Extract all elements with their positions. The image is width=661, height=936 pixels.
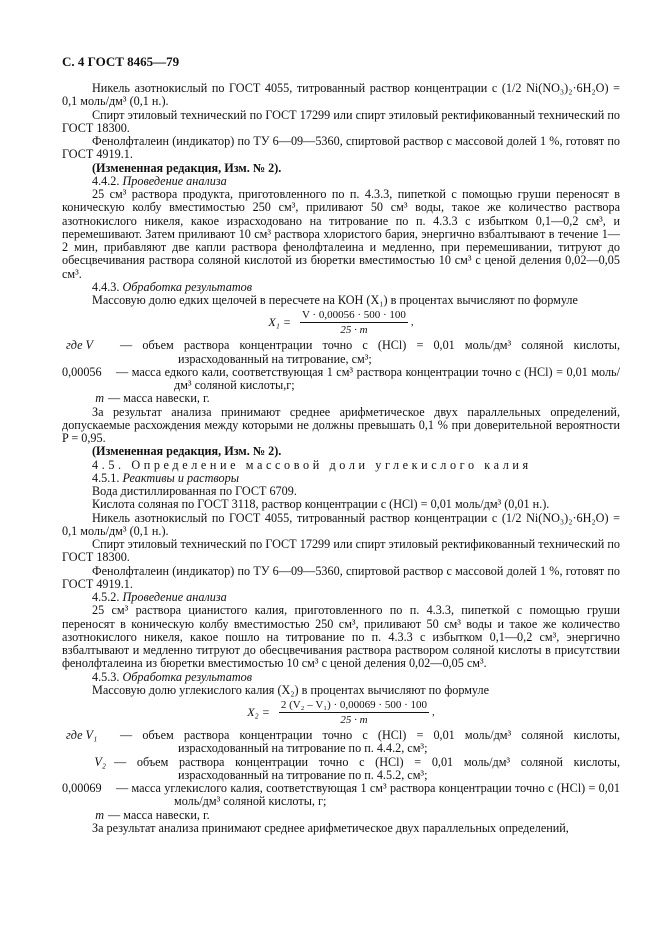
paragraph: Массовую долю едких щелочей в пересчете на КОН (X₁) в процентах вычисляют по формуле: [92, 293, 578, 307]
definition-term: m: [95, 807, 104, 822]
section-heading: [62, 281, 620, 294]
paragraph: 25 см³ раствора продукта, приготовленного по п. 4.3.3, пипеткой с помощью груши переносят в коническую колбу вместимостью 250 см³, приливают 50 см³ воды, такое же количество раствора азотнокислого никеля, какое израсходовано на титрование по п. 4.3.3 с избытком 0,1—0,2 см³, и перемешивают. Затем приливают 10 см³ раствора хлористого бария, энергично взбалтывают в течение 1—2 мин, прибавляют две капли раствора фенолфталеина и медленно, при перемешивании, титруют до обесцвечивания раствора соляной кислотой из бюретки вместимостью 10 см³ с ценой деления 0,02—0,05 см³.: [62, 187, 620, 281]
section-heading: [62, 671, 620, 684]
paragraph: Никель азотнокислый по ГОСТ 4055, титрованный раствор концентрации c (1/2 Ni(NO₃)₂·6H₂O) = 0,1 моль/дм³ (0,1 н.).: [62, 510, 620, 538]
amendment-note: (Измененная редакция, Изм. № 2).: [92, 160, 282, 175]
definition-text: — масса едкого кали, соответствующая 1 см³ раствора концентрации точно c (HCl) = 0,01 моль/дм³ соляной кислоты,г;: [116, 364, 620, 392]
definition-item: [62, 366, 620, 393]
definition-text: — масса навески, г.: [108, 807, 210, 822]
section-title: Реактивы и растворы: [122, 470, 239, 485]
document-body: [62, 80, 620, 835]
formula-numerator: 2 (V₂ – V₁) · 0,00069 · 500 · 100: [280, 699, 428, 711]
section-heading: 4.5. Определение массовой доли углекислого калия: [92, 457, 532, 472]
paragraph: 25 см³ раствора цианистого калия, приготовленного по п. 4.3.3, пипеткой с помощью груши переносят в коническую колбу вместимостью 250 см³, приливают 50 см³ воды и такое же количество азотнокислого никеля, какое пошло на титрование по п. 4.3.3 с избытком 0,1—0,2 см³, энергично взбалтывают и медленно титруют до обесцвечивания раствора раствором соляной кислоты в присутствии фенолфталеина из бюретки вместимостью 10 см³ с ценой деления 0,02—0,05 см³.: [62, 603, 620, 671]
formula-denominator: 25 · m: [340, 324, 368, 337]
definition-item: [62, 809, 620, 822]
section-number: 4.5.2.: [92, 590, 120, 604]
definition-item: [62, 339, 620, 366]
definition-term: где V: [66, 338, 93, 353]
page-header: С. 4 ГОСТ 8465—79: [62, 54, 180, 69]
paragraph: Массовую долю углекислого калия (X₂) в процентах вычисляют по формуле: [92, 682, 489, 697]
definition-text: — объем раствора концентрации точно c (HCl) = 0,01 моль/дм³ соляной кислоты, израсходованный на титрование по п. 4.5.2, см³;: [114, 754, 620, 782]
definition-text: — масса углекислого калия, соответствующая 1 см³ раствора концентрации точно c (HCl) = 0,01 моль/дм³ соляной кислоты, г;: [116, 781, 620, 809]
section-heading: [62, 175, 620, 188]
paragraph: За результат анализа принимают среднее арифметическое двух параллельных определений,: [92, 820, 569, 835]
section-number: 4.5.3.: [92, 669, 120, 684]
formula-numerator: V · 0,00056 · 500 · 100: [301, 309, 406, 322]
paragraph: Фенолфталеин (индикатор) по ТУ 6—09—5360, спиртовой раствор с массовой долей 1 %, готовят по ГОСТ 4919.1.: [62, 563, 620, 591]
paragraph: Вода дистиллированная по ГОСТ 6709.: [92, 484, 297, 498]
section-title: Проведение анализа: [122, 590, 227, 604]
definition-item: [62, 392, 620, 405]
formula-tail: ,: [410, 316, 414, 329]
section-title: Проведение анализа: [122, 173, 227, 188]
paragraph: Кислота соляная по ГОСТ 3118, раствор концентрации c (HCl) = 0,01 моль/дм³ (0,01 н.).: [92, 497, 550, 512]
definition-text: — объем раствора концентрации точно c (HCl) = 0,01 моль/дм³ соляной кислоты, израсходованный на титрование, см³;: [120, 338, 620, 366]
paragraph: Спирт этиловый технический по ГОСТ 17299 или спирт этиловый ректификованный технический по ГОСТ 18300.: [62, 537, 620, 565]
definition-term: 0,00056: [62, 364, 102, 379]
formula-lhs: X₂ =: [247, 704, 270, 719]
definition-item: [62, 782, 620, 809]
definition-item: [62, 756, 620, 783]
definition-text: — масса навески, г.: [108, 391, 210, 406]
amendment-note: (Измененная редакция, Изм. № 2).: [92, 444, 282, 459]
definition-text: — объем раствора концентрации точно c (HCl) = 0,01 моль/дм³ соляной кислоты, израсходованный на титрование по п. 4.4.2, см³;: [120, 728, 620, 756]
formula-x1: [62, 309, 620, 336]
paragraph: За результат анализа принимают среднее арифметическое двух параллельных определений, допускаемые расхождения между которыми не должны превышать 0,1 % при доверительной вероятности P = 0,95.: [62, 404, 620, 445]
section-heading: [62, 591, 620, 604]
definition-term: 0,00069: [62, 781, 102, 795]
definition-item: [62, 729, 620, 756]
definition-term: m: [95, 391, 104, 406]
section-number: 4.4.2.: [92, 173, 120, 188]
formula-tail: ,: [432, 705, 435, 718]
paragraph: Фенолфталеин (индикатор) по ТУ 6—09—5360, спиртовой раствор с массовой долей 1 %, готовят по ГОСТ 4919.1.: [62, 134, 620, 162]
paragraph: Спирт этиловый технический по ГОСТ 17299 или спирт этиловый ректификованный технический по ГОСТ 18300.: [62, 107, 620, 135]
definition-term: где V₁: [66, 728, 98, 742]
formula-lhs: X₁ =: [268, 315, 291, 330]
definition-term: V₂: [94, 754, 106, 769]
formula-denominator: 25 · m: [340, 714, 368, 726]
section-number: 4.5.1.: [92, 470, 120, 485]
paragraph: Никель азотнокислый по ГОСТ 4055, титрованный раствор концентрации c (1/2 Ni(NO₃)₂·6H₂O) = 0,1 моль/дм³ (0,1 н.).: [62, 81, 620, 109]
section-heading: [62, 472, 620, 485]
section-number: 4.4.3.: [92, 279, 120, 294]
section-title: Обработка результатов: [122, 279, 253, 294]
formula-x2: [62, 699, 620, 726]
section-title: Обработка результатов: [122, 669, 253, 684]
